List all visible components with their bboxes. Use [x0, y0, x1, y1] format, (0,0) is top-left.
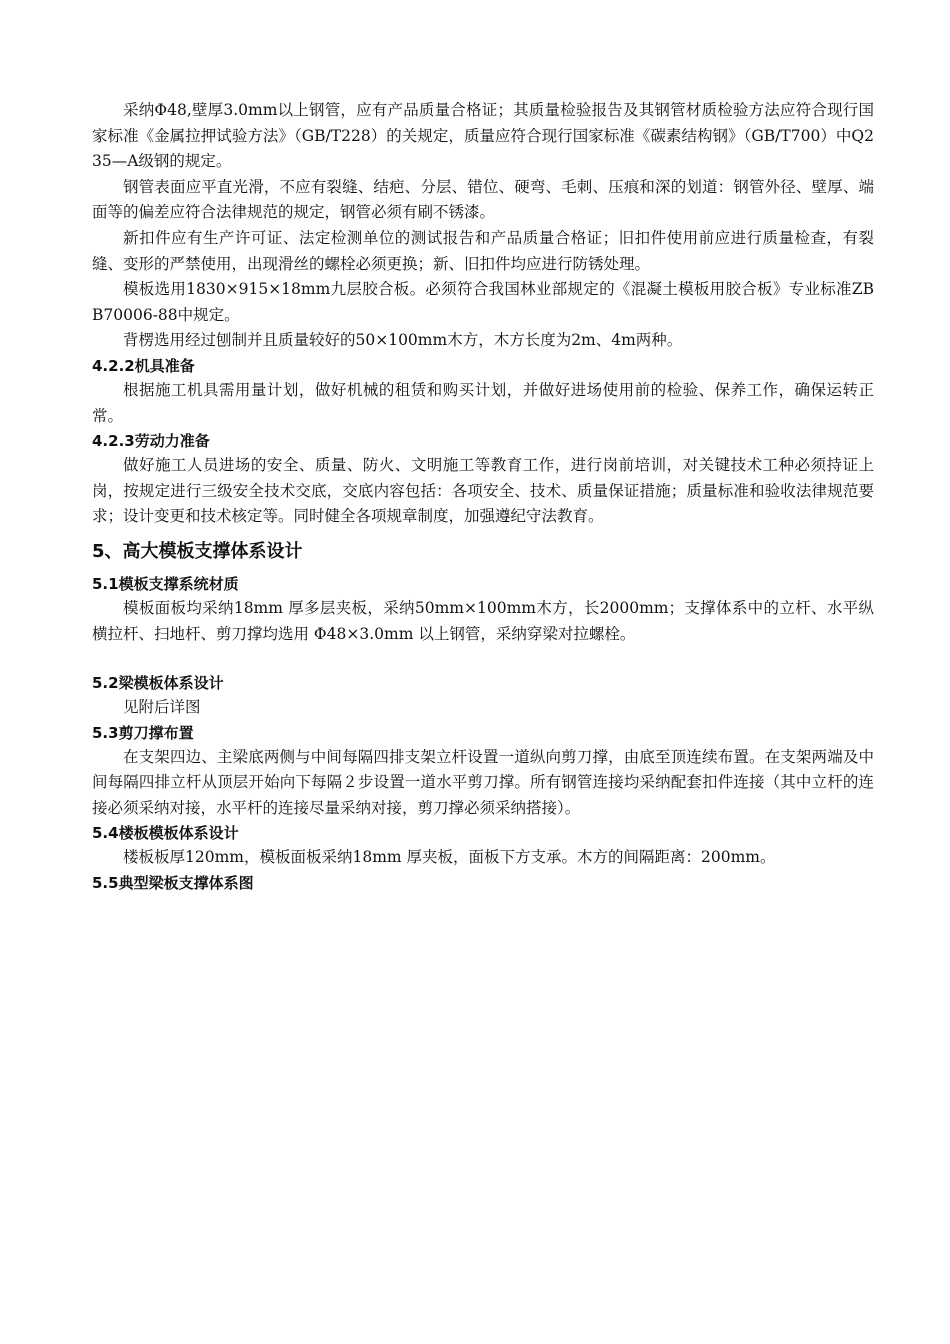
- spacer: [92, 647, 874, 671]
- heading-5: 5、高大模板支撑体系设计: [92, 540, 303, 562]
- paragraph-scissor-brace: 在支架四边、主梁底两侧与中间每隔四排支架立杆设置一道纵向剪刀撑，由底至顶连续布置。在支架两端及中间每隔四排立杆从顶层开始向下每隔２步设置一道水平剪刀撑。所有钢管连接均采纳配套扣件连接（其中立杆的连接必须采纳对接，水平杆的连接尽量采纳对接，剪刀撑必须采纳搭接）。: [92, 747, 874, 817]
- heading-4-2-2: 4.2.2机具准备: [92, 356, 195, 375]
- heading-5-2: 5.2梁模板体系设计: [92, 674, 224, 693]
- heading-5-5: 5.5典型梁板支撑体系图: [92, 874, 254, 893]
- heading-5-4: 5.4楼板模板体系设计: [92, 824, 239, 843]
- paragraph-machinery: 根据施工机具需用量计划，做好机械的租赁和购买计划，并做好进场使用前的检验、保养工作，确保运转正常。: [92, 380, 874, 425]
- paragraph-plywood: 模板选用1830×915×18mm九层胶合板。必须符合我国林业部规定的《混凝土模板用胶合板》专业标准ZBB70006-88中规定。: [92, 280, 874, 324]
- paragraph-beam-formwork: 见附后详图: [123, 698, 201, 717]
- heading-5-1: 5.1模板支撑系统材质: [92, 574, 239, 593]
- document-body: [92, 98, 874, 895]
- heading-4-2-3: 4.2.3劳动力准备: [92, 432, 210, 451]
- paragraph-formwork-material: 模板面板均采纳18mm 厚多层夹板，采纳50mm×100mm木方，长2000mm；支撑体系中的立杆、水平纵横拉杆、扫地杆、剪刀撑均选用 Φ48×3.0mm 以上钢管，采纳穿梁对拉螺栓。: [92, 598, 874, 643]
- paragraph-timber: 背楞选用经过刨制并且质量较好的50×100mm木方，木方长度为2m、4m两种。: [123, 331, 683, 350]
- paragraph-slab-formwork: 楼板板厚120mm，模板面板采纳18mm 厚夹板，面板下方支承。木方的间隔距离：200mm。: [123, 848, 776, 867]
- paragraph-steel-pipe-surface: 钢管表面应平直光滑，不应有裂缝、结疤、分层、错位、硬弯、毛刺、压痕和深的划道：钢管外径、壁厚、端面等的偏差应符合法律规范的规定，钢管必须有刷不锈漆。: [92, 177, 874, 222]
- paragraph-fastener: 新扣件应有生产许可证、法定检测单位的测试报告和产品质量合格证；旧扣件使用前应进行质量检查，有裂缝、变形的严禁使用，出现滑丝的螺栓必须更换；新、旧扣件均应进行防锈处理。: [92, 228, 874, 273]
- paragraph-steel-pipe-spec: 采纳Φ48,壁厚3.0mm以上钢管，应有产品质量合格证；其质量检验报告及其钢管材质检验方法应符合现行国家标准《金属拉押试验方法》（GB/T228）的关规定，质量应符合现行国家标准《碳素结构钢》（GB/T700）中Q235—A级钢的规定。: [92, 101, 874, 171]
- heading-5-3: 5.3剪刀撑布置: [92, 723, 194, 742]
- paragraph-labor: 做好施工人员进场的安全、质量、防火、文明施工等教育工作，进行岗前培训，对关键技术工种必须持证上岗，按规定进行三级安全技术交底，交底内容包括：各项安全、技术、质量保证措施；质量标准和验收法律规范要求；设计变更和技术核定等。同时健全各项规章制度，加强遵纪守法教育。: [92, 456, 874, 526]
